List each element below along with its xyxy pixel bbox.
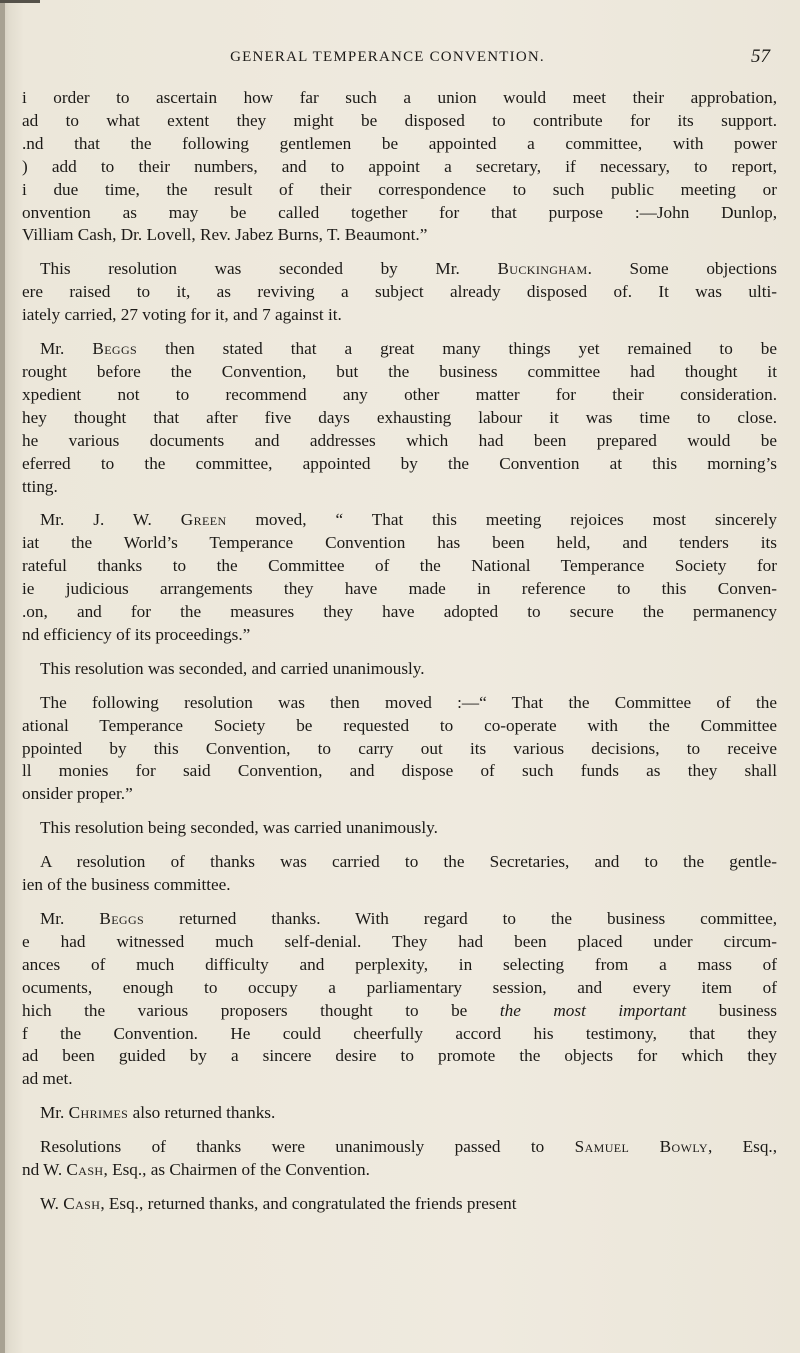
text-line: ad to what extent they might be disposed to contribute for its support. bbox=[22, 110, 777, 130]
text-line: rateful thanks to the Committee of the National Temperance Society for bbox=[22, 556, 777, 576]
text-line: tting. bbox=[22, 476, 58, 496]
text-line: nd W. Cash, Esq., as Chairmen of the Convention. bbox=[22, 1160, 370, 1180]
text-line: Mr. Beggs then stated that a great many things yet remained to be bbox=[40, 339, 777, 359]
text-line: ational Temperance Society be requested to co-operate with the Committee bbox=[22, 715, 777, 735]
text-line: Mr. Chrimes also returned thanks. bbox=[40, 1103, 276, 1123]
paragraph-gap bbox=[22, 897, 777, 908]
text-line: he various documents and addresses which had been prepared would be bbox=[22, 430, 777, 450]
text-line: rought before the Convention, but the business committee had thought it bbox=[22, 361, 777, 381]
paragraph bbox=[22, 1193, 777, 1216]
text-line: ere raised to it, as reviving a subject already disposed of. It was ulti- bbox=[22, 282, 777, 302]
text-line: hich the various proposers thought to be the most important business bbox=[22, 1000, 777, 1020]
text-line: ll monies for said Convention, and dispose of such funds as they shall bbox=[22, 761, 777, 781]
paragraph-gap bbox=[22, 327, 777, 338]
paragraph bbox=[22, 509, 777, 646]
paragraph-gap bbox=[22, 681, 777, 692]
paragraph-gap bbox=[22, 1125, 777, 1136]
binding-gutter-shadow bbox=[0, 0, 5, 1353]
paragraph-gap bbox=[22, 1091, 777, 1102]
paragraph bbox=[22, 1102, 777, 1125]
body-text bbox=[22, 87, 777, 1216]
text-line: ocuments, enough to occupy a parliamentary session, and every item of bbox=[22, 977, 777, 997]
text-line: nd efficiency of its proceedings.” bbox=[22, 624, 251, 644]
paragraph-gap bbox=[22, 498, 777, 509]
paragraph-gap bbox=[22, 247, 777, 258]
text-line: iately carried, 27 voting for it, and 7 against it. bbox=[22, 305, 342, 325]
text-line: ad been guided by a sincere desire to promote the objects for which they bbox=[22, 1046, 777, 1066]
text-line: ie judicious arrangements they have made in reference to this Conven- bbox=[22, 579, 777, 599]
paragraph bbox=[22, 1136, 777, 1182]
paragraph bbox=[22, 817, 777, 840]
text-line: xpedient not to recommend any other matter for their consideration. bbox=[22, 384, 777, 404]
text-line: Mr. Beggs returned thanks. With regard to the business committee, bbox=[40, 909, 777, 928]
text-line: W. Cash, Esq., returned thanks, and congratulated the friends present bbox=[40, 1193, 517, 1213]
text-line: iat the World’s Temperance Convention has been held, and tenders its bbox=[22, 533, 777, 553]
text-line: Villiam Cash, Dr. Lovell, Rev. Jabez Burns, T. Beaumont.” bbox=[22, 225, 428, 245]
text-line: e had witnessed much self-denial. They had been placed under circum- bbox=[22, 931, 777, 951]
text-line: .on, and for the measures they have adopted to secure the permanency bbox=[22, 602, 777, 622]
text-line: onsider proper.” bbox=[22, 784, 133, 804]
paragraph-gap bbox=[22, 806, 777, 817]
paragraph-gap bbox=[22, 840, 777, 851]
text-line: hey thought that after five days exhausting labour it was time to close. bbox=[22, 407, 777, 427]
text-line: ) add to their numbers, and to appoint a secretary, if necessary, to report, bbox=[22, 156, 777, 176]
text-line: This resolution was seconded by Mr. Buckingham. Some objections bbox=[40, 259, 777, 279]
text-line: The following resolution was then moved :—“ That the Committee of the bbox=[40, 692, 777, 712]
paragraph bbox=[22, 258, 777, 327]
text-line: This resolution being seconded, was carried unanimously. bbox=[40, 818, 438, 838]
paragraph bbox=[22, 692, 777, 807]
text-line: ien of the business committee. bbox=[22, 875, 231, 895]
text-line: i due time, the result of their correspondence to such public meeting or bbox=[22, 179, 777, 199]
text-line: This resolution was seconded, and carried unanimously. bbox=[40, 658, 425, 678]
paragraph bbox=[22, 87, 777, 247]
paragraph bbox=[22, 851, 777, 897]
paragraph bbox=[22, 908, 777, 1091]
text-line: i order to ascertain how far such a union would meet their approbation, bbox=[22, 88, 777, 107]
paragraph-gap bbox=[22, 1182, 777, 1193]
text-line: Mr. J. W. Green moved, “ That this meeting rejoices most sincerely bbox=[40, 510, 777, 530]
paragraph-gap bbox=[22, 647, 777, 658]
paragraph bbox=[22, 338, 777, 498]
text-line: Resolutions of thanks were unanimously passed to Samuel Bowly, Esq., bbox=[40, 1137, 778, 1157]
text-line: ances of much difficulty and perplexity, in selecting from a mass of bbox=[22, 954, 777, 974]
text-line: f the Convention. He could cheerfully accord his testimony, that they bbox=[22, 1023, 777, 1043]
text-line: eferred to the committee, appointed by the Convention at this morning’s bbox=[22, 453, 777, 473]
text-line: .nd that the following gentlemen be appointed a committee, with power bbox=[22, 133, 777, 153]
text-line: onvention as may be called together for that purpose :—John Dunlop, bbox=[22, 202, 777, 222]
paragraph bbox=[22, 658, 777, 681]
running-header: GENERAL TEMPERANCE CONVENTION. bbox=[230, 49, 545, 65]
text-line: ppointed by this Convention, to carry out its various decisions, to receive bbox=[22, 738, 777, 758]
text-line: A resolution of thanks was carried to the Secretaries, and to the gentle- bbox=[40, 852, 777, 872]
top-edge-rule bbox=[0, 0, 40, 3]
page-number: 57 bbox=[751, 46, 770, 67]
text-line: ad met. bbox=[22, 1069, 73, 1089]
